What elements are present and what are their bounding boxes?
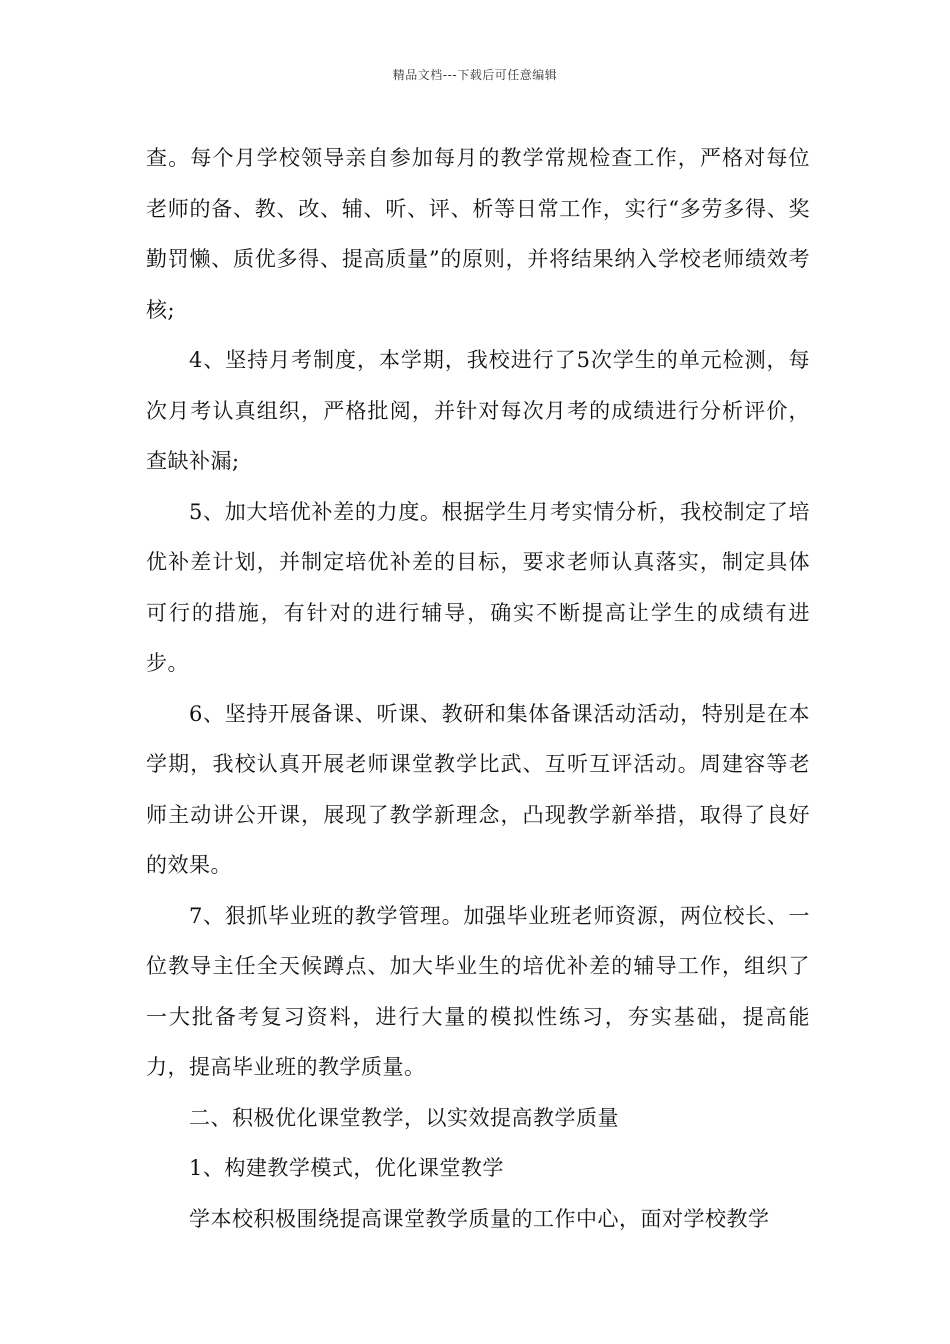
paragraph-3: 5、加大培优补差的力度。根据学生月考实情分析，我校制定了培优补差计划，并制定培优补差的目标，要求老师认真落实，制定具体可行的措施，有针对的进行辅导，确实不断提高让学生的成绩有进步。 — [146, 499, 810, 675]
subsection-heading: 1、构建教学模式，优化课堂教学 — [189, 1156, 504, 1180]
paragraph-4: 6、坚持开展备课、听课、教研和集体备课活动活动，特别是在本学期，我校认真开展老师课堂教学比武、互听互评活动。周建容等老师主动讲公开课，展现了教学新理念，凸现教学新举措，取得了良好的效果。 — [146, 701, 810, 877]
page-header: 精品文档---下载后可任意编辑 — [392, 68, 558, 82]
paragraph-6: 学本校积极围绕提高课堂教学质量的工作中心，面对学校教学 — [189, 1206, 770, 1231]
paragraph-2: 4、坚持月考制度，本学期，我校进行了5次学生的单元检测，每次月考认真组织，严格批阅，并针对每次月考的成绩进行分析评价，查缺补漏; — [146, 348, 810, 473]
paragraph-5: 7、狠抓毕业班的教学管理。加强毕业班老师资源，两位校长、一位教导主任全天候蹲点、加大毕业生的培优补差的辅导工作，组织了一大批备考复习资料，进行大量的模拟性练习，夯实基础，提高能力，提高毕业班的教学质量。 — [146, 903, 810, 1079]
document-body — [146, 133, 810, 1244]
section-heading: 二、积极优化课堂教学，以实效提高教学质量 — [189, 1105, 619, 1130]
paragraph-1: 查。每个月学校领导亲自参加每月的教学常规检查工作，严格对每位老师的备、教、改、辅、听、评、析等日常工作，实行“多劳多得、奖勤罚懒、质优多得、提高质量”的原则，并将结果纳入学校老师绩效考核; — [146, 146, 810, 322]
